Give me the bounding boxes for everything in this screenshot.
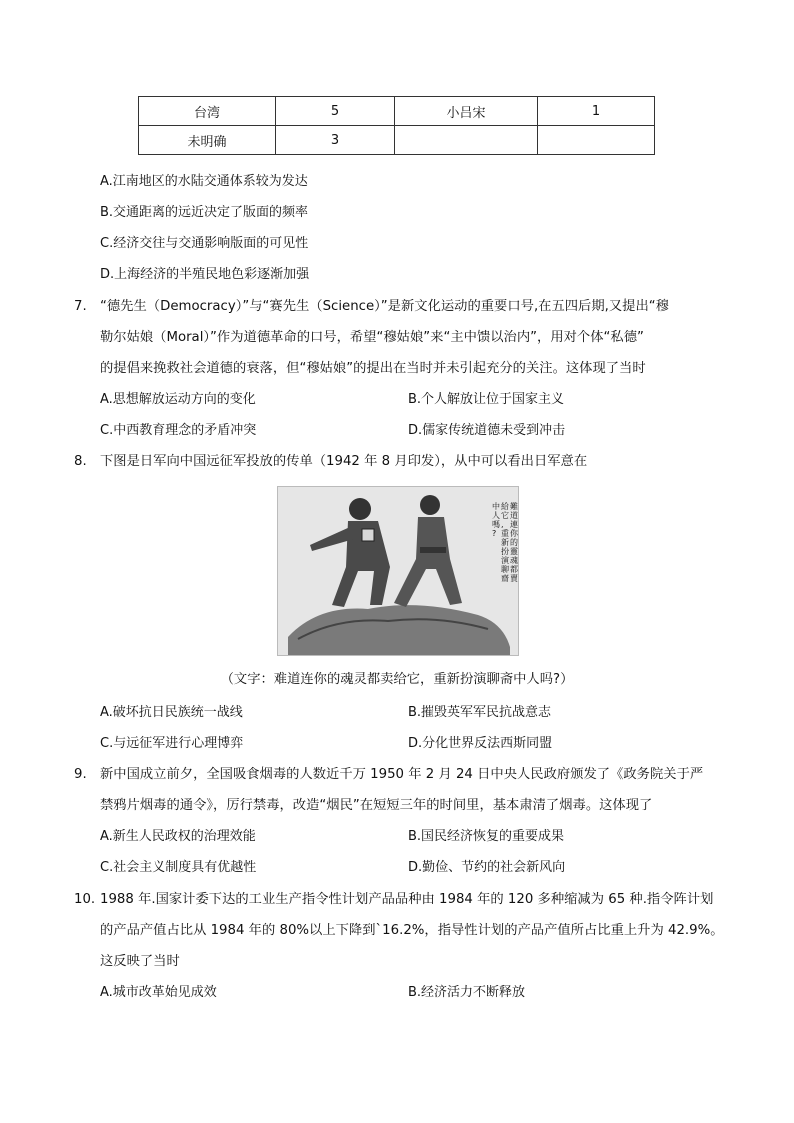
table-cell: 1 xyxy=(538,97,655,126)
table-cell: 3 xyxy=(276,126,395,155)
svg-text:?: ? xyxy=(492,529,497,538)
svg-text:重: 重 xyxy=(501,529,509,538)
svg-text:中: 中 xyxy=(492,502,500,511)
q7-stem-line: 勒尔姑娘（Moral）”作为道德革命的口号，希望“穆姑娘”来“主中馈以治内”，用对个体“私德” xyxy=(100,330,644,345)
q10-stem-line: 1988 年.国家计委下达的工业生产指令性计划产品品种由 1984 年的 120 多种缩减为 65 种.指令阵计划 xyxy=(100,892,714,907)
q9-stem-line: 新中国成立前夕，全国吸食烟毒的人数近千万 1950 年 2 月 24 日中央人民政府颁发了《政务院关于严 xyxy=(100,767,704,782)
svg-text:新: 新 xyxy=(501,538,509,547)
q9-option-a: A.新生人民政权的治理效能 xyxy=(100,829,256,844)
svg-text:它: 它 xyxy=(501,511,509,520)
q6-option-b: B.交通距离的远近决定了版面的频率 xyxy=(100,205,309,220)
table-cell xyxy=(395,126,538,155)
table-cell: 5 xyxy=(276,97,395,126)
propaganda-leaflet-image xyxy=(277,486,519,656)
q9-stem-line: 禁鸦片烟毒的通令》，厉行禁毒，改造“烟民”在短短三年的时间里，基本肃清了烟毒。这体现了 xyxy=(100,798,653,813)
q7-option-c: C.中西教育理念的矛盾冲突 xyxy=(100,423,257,438)
svg-text:演: 演 xyxy=(501,556,509,565)
svg-text:都: 都 xyxy=(510,565,518,574)
q6-option-d: D.上海经济的半殖民地色彩逐渐加强 xyxy=(100,267,310,282)
svg-text:扮: 扮 xyxy=(501,547,509,556)
q7-option-b: B.个人解放让位于国家主义 xyxy=(408,392,565,407)
q10-number: 10. xyxy=(74,892,96,907)
q8-option-b: B.摧毁英军军民抗战意志 xyxy=(408,705,552,720)
q8-stem-line: 下图是日军向中国远征军投放的传单（1942 年 8 月印发），从中可以看出日军意在 xyxy=(100,454,588,469)
svg-text:,: , xyxy=(501,520,504,529)
q7-option-a: A.思想解放运动方向的变化 xyxy=(100,392,256,407)
svg-text:道: 道 xyxy=(510,511,518,520)
svg-text:靈: 靈 xyxy=(510,547,518,556)
q10-stem-line: 的产品产值占比从 1984 年的 80%以上下降到`16.2%，指导性计划的产品产值所占比重上升为 42.9%。 xyxy=(100,923,724,938)
q9-option-b: B.国民经济恢复的重要成果 xyxy=(408,829,565,844)
q8-number: 8. xyxy=(74,454,87,469)
q7-option-d: D.儒家传统道德未受到冲击 xyxy=(408,423,566,438)
svg-text:賣: 賣 xyxy=(510,574,518,583)
q8-option-d: D.分化世界反法西斯同盟 xyxy=(408,736,553,751)
table-cell: 小吕宋 xyxy=(395,97,538,126)
svg-text:難: 難 xyxy=(510,502,518,511)
table-cell xyxy=(538,126,655,155)
figure-caption: （文字：难道连你的魂灵都卖给它，重新扮演聊斋中人吗?） xyxy=(220,672,574,687)
q8-option-a: A.破坏抗日民族统一战线 xyxy=(100,705,243,720)
q6-option-a: A.江南地区的水陆交通体系较为发达 xyxy=(100,174,308,189)
svg-text:魂: 魂 xyxy=(510,556,518,565)
table-cell: 未明确 xyxy=(139,126,276,155)
table-cell: 台湾 xyxy=(139,97,276,126)
svg-text:人: 人 xyxy=(492,511,500,520)
svg-text:連: 連 xyxy=(510,520,518,529)
svg-text:你: 你 xyxy=(510,529,518,538)
svg-text:嗎: 嗎 xyxy=(492,520,500,529)
table-row xyxy=(139,97,655,126)
q10-option-b: B.经济活力不断释放 xyxy=(408,985,526,1000)
leaflet-illustration xyxy=(278,487,518,655)
table-row xyxy=(139,126,655,155)
q9-number: 9. xyxy=(74,767,87,782)
q7-stem-line: “德先生（Democracy）”与“赛先生（Science）”是新文化运动的重要口号,在五四后期,又提出“穆 xyxy=(100,299,669,314)
q6-option-c: C.经济交往与交通影响版面的可见性 xyxy=(100,236,309,251)
q10-stem-line: 这反映了当时 xyxy=(100,954,180,969)
svg-text:給: 給 xyxy=(501,502,509,511)
q7-number: 7. xyxy=(74,299,87,314)
q9-option-c: C.社会主义制度具有优越性 xyxy=(100,860,257,875)
q10-option-a: A.城市改革始见成效 xyxy=(100,985,217,1000)
data-table xyxy=(138,96,655,155)
q8-option-c: C.与远征军进行心理博弈 xyxy=(100,736,244,751)
q7-stem-line: 的提倡来挽救社会道德的衰落，但“穆姑娘”的提出在当时并未引起充分的关注。这体现了当时 xyxy=(100,361,646,376)
svg-text:聊: 聊 xyxy=(501,565,509,574)
svg-text:的: 的 xyxy=(510,538,518,547)
q9-option-d: D.勤俭、节约的社会新风向 xyxy=(408,860,566,875)
svg-text:齋: 齋 xyxy=(501,574,509,583)
